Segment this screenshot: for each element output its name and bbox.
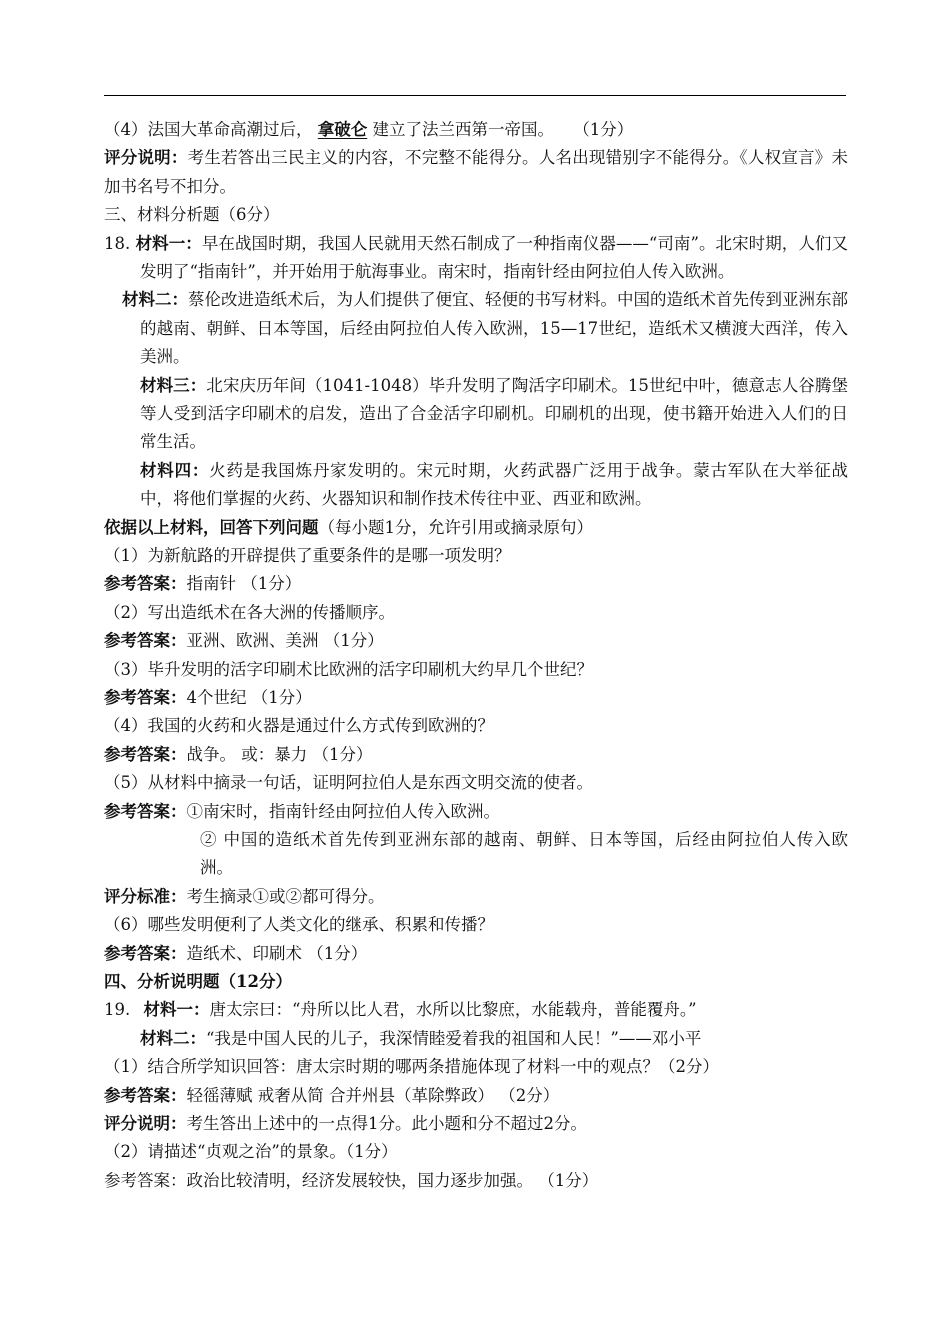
q17-4-suffix: 建立了法兰西第一帝国。 [372, 120, 554, 139]
answer-label: 参考答案： [104, 631, 187, 651]
q18-material-3 [104, 372, 848, 457]
q17-4-score: （1分） [573, 120, 634, 139]
q17-4-answer: 拿破仑 [317, 120, 368, 139]
q18-instruction [104, 514, 848, 542]
answer-label: 参考答案： [104, 943, 187, 963]
q18-answer-2-text: 亚洲、欧洲、美洲 （1分） [186, 631, 384, 651]
q18-material-2 [104, 286, 848, 371]
q18-answer-2 [104, 627, 848, 655]
q18-m4-label: 材料四： [140, 460, 210, 480]
q19-scoring-note [104, 1110, 848, 1138]
q19-answer-1 [104, 1082, 848, 1110]
q18-answer-3 [104, 684, 848, 712]
answer-label: 参考答案： [104, 574, 187, 594]
q19-sub-1: （1）结合所学知识回答：唐太宗时期的哪两条措施体现了材料一中的观点？（2分） [104, 1057, 719, 1077]
q18-answer-5-item-1: ①南宋时，指南针经由阿拉伯人传入欧洲。 [186, 801, 500, 821]
q18-material-1 [104, 230, 848, 287]
q18-m2-label: 材料二： [122, 290, 188, 310]
q18-answer-6-text: 造纸术、印刷术 （1分） [186, 943, 368, 963]
q19-answer-2 [104, 1167, 848, 1195]
q18-sub-2: （2）写出造纸术在各大洲的传播顺序。 [104, 602, 395, 622]
q18-m2-text: 蔡伦改进造纸术后，为人们提供了便宜、轻便的书写材料。中国的造纸术首先传到亚洲东部的越南、朝鲜、日本等国，后经由阿拉伯人传入欧洲，15—17世纪，造纸术又横渡大西洋，传入美洲。 [140, 290, 848, 367]
standard-text: 考生摘录①或②都可得分。 [186, 886, 385, 906]
standard-label: 评分标准： [104, 886, 187, 906]
q18-sub-3: （3）毕升发明的活字印刷术比欧洲的活字印刷机大约早几个世纪？ [104, 659, 593, 679]
q18-m1-text: 早在战国时期，我国人民就用天然石制成了一种指南仪器——“司南”。北宋时期，人们又发明了“指南针”，并开始用于航海事业。南宋时，指南针经由阿拉伯人传入欧洲。 [140, 233, 848, 281]
q19-m1-label: 材料一： [143, 1000, 210, 1020]
q19-m2-label: 材料二： [140, 1028, 206, 1048]
q18-sub-1: （1）为新航路的开辟提供了重要条件的是哪一项发明？ [104, 546, 511, 566]
q18-answer-5 [104, 798, 848, 826]
q18-answer-6 [104, 940, 848, 968]
answer-label: 参考答案： [104, 744, 187, 764]
answer-label: 参考答案： [104, 1085, 187, 1105]
q18-answer-1-text: 指南针 （1分） [186, 574, 302, 594]
q18-sub-6: （6）哪些发明便利了人类文化的继承、积累和传播？ [104, 915, 494, 935]
q19-m1-text: 唐太宗曰：“舟所以比人君，水所以比黎庶，水能载舟，普能覆舟。” [209, 1000, 697, 1020]
q18-answer-1 [104, 570, 848, 598]
section-3-title: 三、材料分析题（6分） [104, 205, 280, 225]
q19-answer-2-label: 参考答案： [104, 1170, 187, 1190]
q18-instruction-bold: 依据以上材料，回答下列问题 [104, 517, 319, 537]
q18-answer-3-text: 4个世纪 （1分） [186, 688, 312, 707]
q19-answer-1-text: 轻徭薄赋 戒奢从简 合并州县（革除弊政） （2分） [186, 1085, 560, 1105]
q17-4-line [104, 116, 848, 144]
q18-sub-5: （5）从材料中摘录一句话，证明阿拉伯人是东西文明交流的使者。 [104, 773, 593, 793]
q18-m3-text: 北宋庆历年间（1041-1048）毕升发明了陶活字印刷术。15世纪中叶，德意志人谷腾堡等人受到活字印刷术的启发，造出了合金活字印刷机。印刷机的出现，使书籍开始进入人们的日常生活。 [140, 375, 848, 452]
answer-label: 参考答案： [104, 688, 187, 707]
q19-sub-2: （2）请描述“贞观之治”的景象。（1分） [104, 1142, 398, 1162]
section-4-title: 四、分析说明题（12分） [104, 971, 292, 991]
header-rule [104, 95, 846, 96]
q19-note-label: 评分说明： [104, 1113, 187, 1133]
q19-number: 19. [104, 1000, 131, 1020]
q19-note-text: 考生答出上述中的一点得1分。此小题和分不超过2分。 [186, 1113, 587, 1133]
q17-4-prefix: （4）法国大革命高潮过后， [104, 120, 313, 139]
q18-sub-4: （4）我国的火药和火器是通过什么方式传到欧洲的？ [104, 716, 494, 736]
document-body [104, 116, 848, 1195]
q18-m3-label: 材料三： [140, 375, 207, 395]
q17-note-label: 评分说明： [104, 148, 188, 168]
q18-answer-5-item-2: ② 中国的造纸术首先传到亚洲东部的越南、朝鲜、日本等国，后经由阿拉伯人传入欧洲。 [200, 829, 848, 878]
q19-material-1 [104, 996, 848, 1024]
q18-m4-text: 火药是我国炼丹家发明的。宋元时期，火药武器广泛用于战争。蒙古军队在大举征战中，将他们掌握的火药、火器知识和制作技术传往中亚、西亚和欧洲。 [140, 460, 849, 509]
q19-m2-text: “我是中国人民的儿子，我深情睦爱着我的祖国和人民！”——邓小平 [206, 1028, 702, 1048]
q17-note-text: 考生若答出三民主义的内容，不完整不能得分。人名出现错别字不能得分。《人权宣言》未加书名号不扣分。 [104, 148, 849, 196]
q19-material-2 [104, 1025, 848, 1053]
q18-m1-label: 材料一： [135, 233, 202, 253]
q17-scoring-note [104, 144, 848, 201]
q18-answer-4 [104, 741, 848, 769]
q19-answer-2-text: 政治比较清明，经济发展较快，国力逐步加强。 （1分） [186, 1170, 599, 1190]
answer-label: 参考答案： [104, 801, 187, 821]
q18-answer-4-text: 战争。 或：暴力 （1分） [186, 744, 373, 764]
q18-scoring-standard [104, 883, 848, 911]
q18-number: 18. [104, 233, 131, 253]
q18-instruction-rest: （每小题1分，允许引用或摘录原句） [318, 517, 593, 537]
q18-material-4 [104, 457, 848, 514]
